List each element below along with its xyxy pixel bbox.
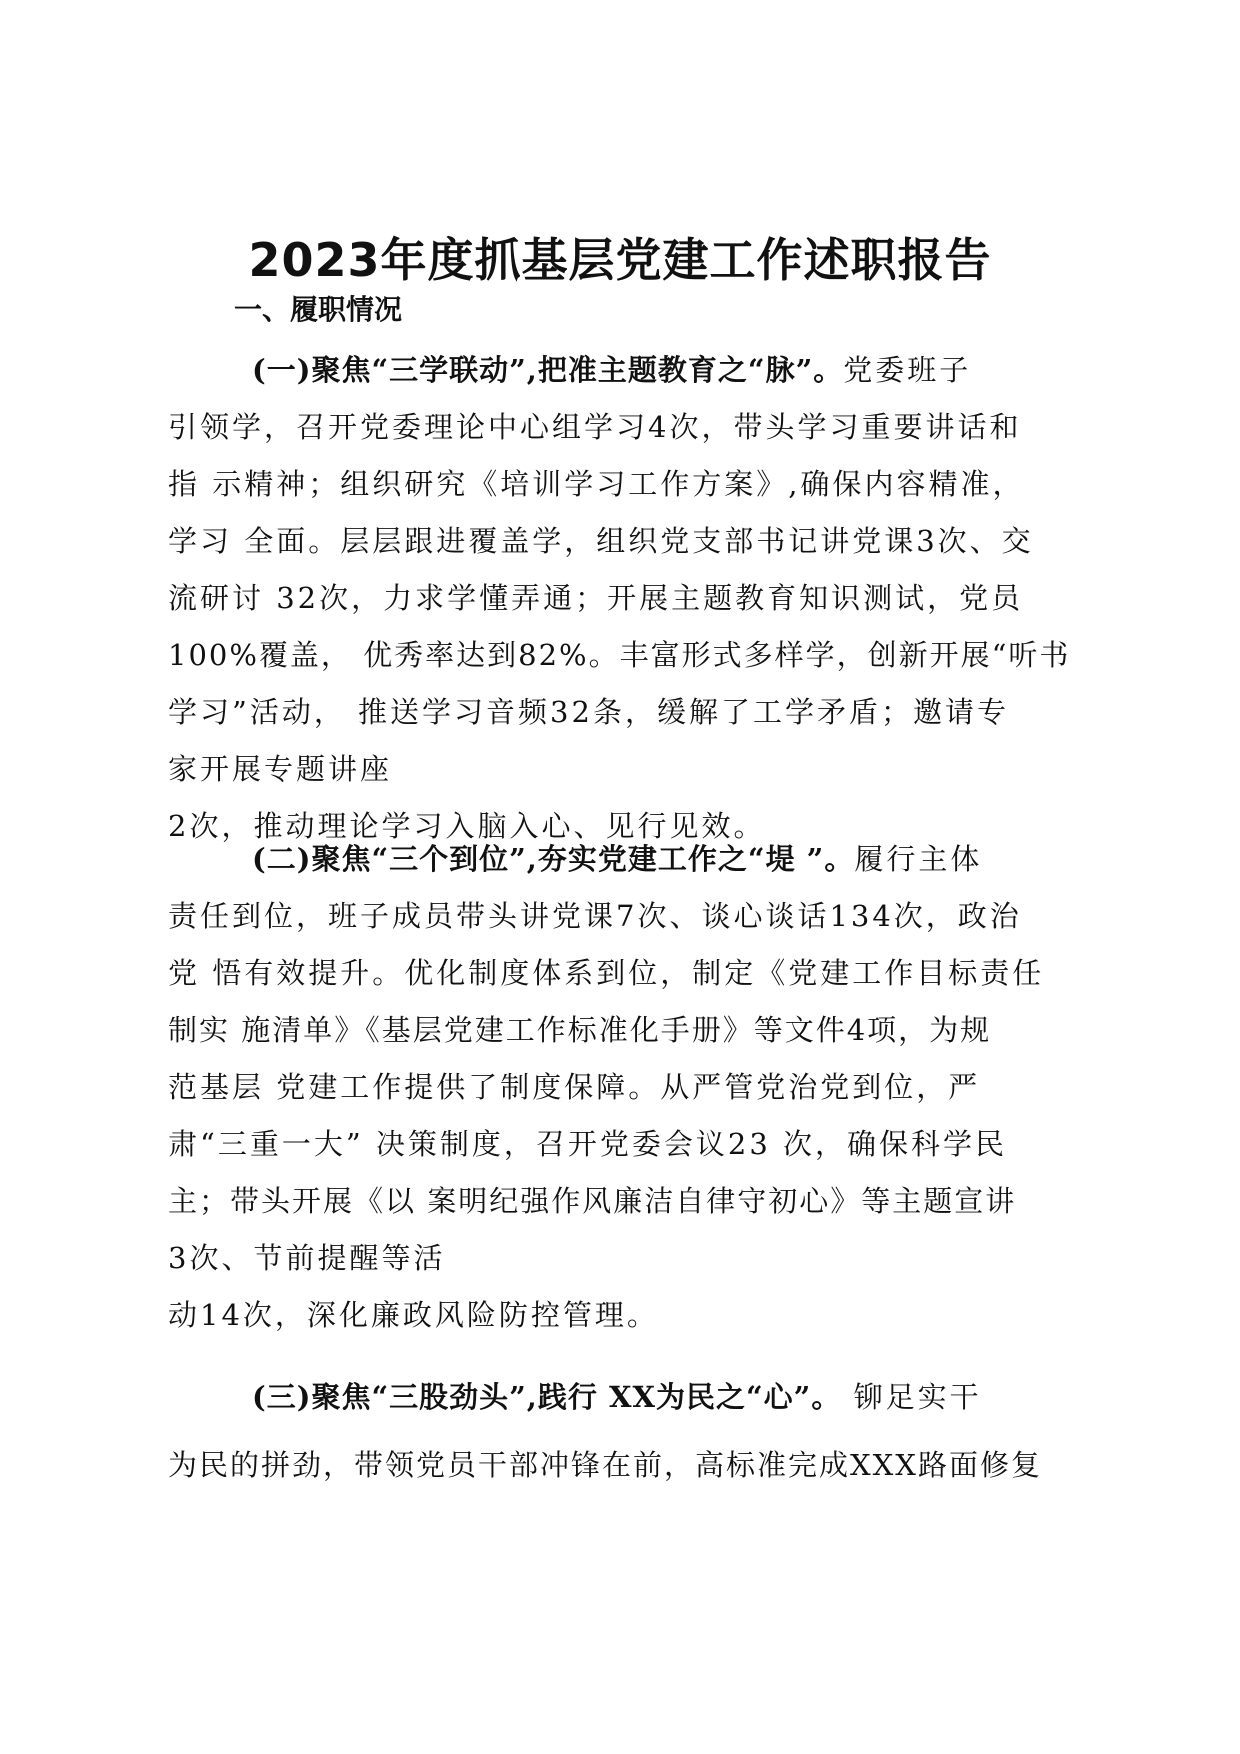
paragraph-line: 3次、节前提醒等活 bbox=[168, 1241, 446, 1275]
paragraph-line: 制实 施清单》《基层党建工作标准化手册》等文件4项，为规 bbox=[168, 1013, 992, 1047]
paragraph-text: 党委班子 bbox=[843, 353, 972, 387]
paragraph-line bbox=[168, 342, 1088, 399]
paragraph-line: 学习 全面。层层跟进覆盖学，组织党支部书记讲党课3次、交 bbox=[168, 524, 1034, 558]
paragraph-line: 主；带头开展《以 案明纪强作风廉洁自律守初心》等主题宣讲 bbox=[168, 1184, 1017, 1218]
paragraph-line: 引领学，召开党委理论中心组学习4次，带头学习重要讲话和 bbox=[168, 410, 1022, 444]
paragraph-text: 履行主体 bbox=[854, 842, 983, 876]
paragraph-line: 为民的拼劲，带领党员干部冲锋在前，高标准完成XXX路面修复 bbox=[168, 1448, 1042, 1482]
paragraph-line: 范基层 党建工作提供了制度保障。从严管党治党到位，严 bbox=[168, 1070, 981, 1104]
paragraph-line: 肃“三重一大” 决策制度，召开党委会议23 次，确保科学民 bbox=[168, 1127, 1007, 1161]
paragraph-study-linkage bbox=[168, 342, 1088, 855]
section-heading: 一、履职情况 bbox=[234, 293, 403, 326]
paragraph-line bbox=[168, 1363, 1088, 1431]
paragraph-line: 流研讨 32次，力求学懂弄通；开展主题教育知识测试，党员 bbox=[168, 581, 1024, 615]
paragraph-line: 2次，推动理论学习入脑入心、见行见效。 bbox=[168, 809, 766, 843]
paragraph-lead-heading: (三)聚焦“三股劲头”,践行 XX为民之“心”。 bbox=[252, 1380, 842, 1414]
paragraph-line bbox=[168, 831, 1088, 888]
paragraph-line: 学习”活动， 推送学习音频32条，缓解了工学矛盾；邀请专 bbox=[168, 695, 1009, 729]
paragraph-lead-heading: (一)聚焦“三学联动”,把准主题教育之“脉”。 bbox=[252, 353, 844, 387]
paragraph-three-drives bbox=[168, 1363, 1088, 1499]
paragraph-text: 铆足实干 bbox=[841, 1380, 982, 1414]
paragraph-lead-heading: (二)聚焦“三个到位”,夯实党建工作之“堤 ”。 bbox=[252, 842, 855, 876]
paragraph-line: 100%覆盖， 优秀率达到82%。丰富形式多样学，创新开展“听书 bbox=[168, 638, 1071, 672]
paragraph-three-in-place bbox=[168, 831, 1088, 1344]
paragraph-line: 动14次，深化廉政风险防控管理。 bbox=[168, 1298, 659, 1332]
paragraph-line: 党 悟有效提升。优化制度体系到位，制定《党建工作目标责任 bbox=[168, 956, 1045, 990]
paragraph-line: 指 示精神；组织研究《培训学习工作方案》,确保内容精准， bbox=[168, 467, 1025, 501]
paragraph-line: 责任到位，班子成员带头讲党课7次、谈心谈话134次，政治 bbox=[168, 899, 1022, 933]
paragraph-line: 家开展专题讲座 bbox=[168, 752, 393, 786]
document-title: 2023年度抓基层党建工作述职报告 bbox=[248, 233, 992, 287]
